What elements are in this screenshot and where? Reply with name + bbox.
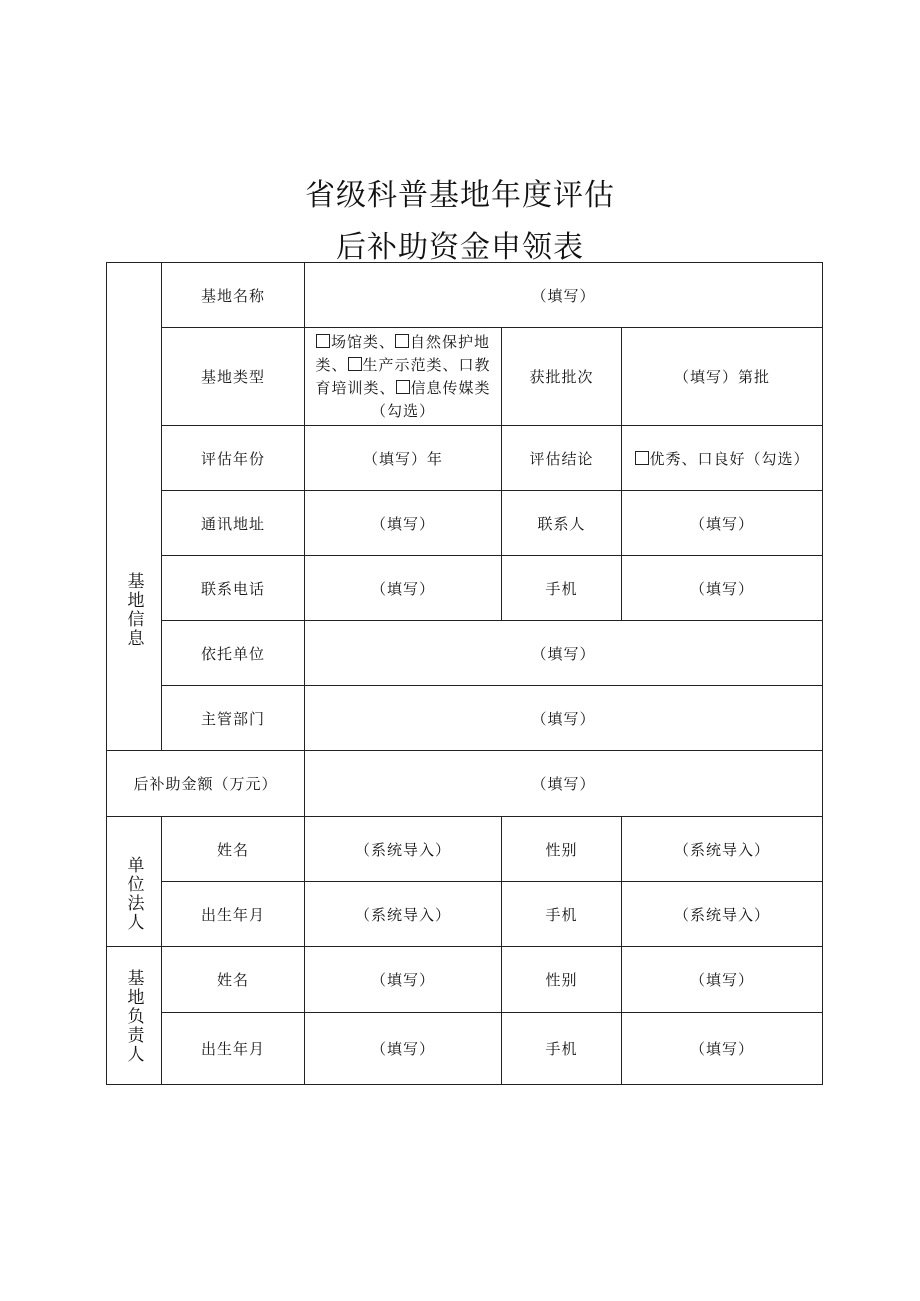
legal-birth-field: （系统导入） <box>305 882 502 947</box>
row-address <box>107 491 823 556</box>
checkbox-production-demo[interactable] <box>348 357 362 371</box>
address-label: 通讯地址 <box>162 491 305 556</box>
section-legal-person-label: 单位法人 <box>123 855 144 932</box>
head-name-label: 姓名 <box>162 947 305 1013</box>
legal-mobile-label: 手机 <box>502 882 622 947</box>
legal-mobile-field: （系统导入） <box>622 882 823 947</box>
form-title-line1: 省级科普基地年度评估 <box>305 178 615 213</box>
section-base-info <box>107 263 162 751</box>
head-gender-label: 性别 <box>502 947 622 1013</box>
eval-conclusion-label: 评估结论 <box>502 426 622 491</box>
row-eval-year <box>107 426 823 491</box>
base-type-options <box>305 328 502 426</box>
head-birth-label: 出生年月 <box>162 1013 305 1085</box>
eval-year-field[interactable]: （填写）年 <box>305 426 502 491</box>
eval-year-label: 评估年份 <box>162 426 305 491</box>
dept-label: 主管部门 <box>162 686 305 751</box>
section-base-head-label: 基地负责人 <box>123 969 144 1064</box>
dept-field[interactable]: （填写） <box>305 686 823 751</box>
row-phone <box>107 556 823 621</box>
row-legal-birth <box>107 882 823 947</box>
base-name-label: 基地名称 <box>162 263 305 328</box>
amount-label: 后补助金额（万元） <box>107 751 305 817</box>
base-type-label: 基地类型 <box>162 328 305 426</box>
head-birth-field[interactable]: （填写） <box>305 1013 502 1085</box>
option-nature-reserve: 自然保护地类、 <box>315 332 491 374</box>
amount-field[interactable]: （填写） <box>305 751 823 817</box>
row-head-birth <box>107 1013 823 1085</box>
phone-label: 联系电话 <box>162 556 305 621</box>
row-base-type <box>107 328 823 426</box>
head-name-field[interactable]: （填写） <box>305 947 502 1013</box>
org-field[interactable]: （填写） <box>305 621 823 686</box>
option-venue: 场馆类、 <box>330 332 395 351</box>
phone-field[interactable]: （填写） <box>305 556 502 621</box>
head-mobile-label: 手机 <box>502 1013 622 1085</box>
legal-gender-label: 性别 <box>502 817 622 882</box>
legal-birth-label: 出生年月 <box>162 882 305 947</box>
form-title-line2: 后补助资金申领表 <box>336 230 584 265</box>
org-label: 依托单位 <box>162 621 305 686</box>
base-type-hint: （勾选） <box>370 401 435 420</box>
row-head-name <box>107 947 823 1013</box>
section-legal-person <box>107 817 162 947</box>
row-base-name <box>107 263 823 328</box>
application-form-table <box>106 262 823 1085</box>
contact-field[interactable]: （填写） <box>622 491 823 556</box>
legal-name-label: 姓名 <box>162 817 305 882</box>
mobile-field[interactable]: （填写） <box>622 556 823 621</box>
batch-label: 获批批次 <box>502 328 622 426</box>
checkbox-venue[interactable] <box>316 334 330 348</box>
address-field[interactable]: （填写） <box>305 491 502 556</box>
row-org <box>107 621 823 686</box>
checkbox-excellent[interactable] <box>635 451 649 465</box>
base-name-field[interactable]: （填写） <box>305 263 823 328</box>
mobile-label: 手机 <box>502 556 622 621</box>
row-legal-name <box>107 817 823 882</box>
section-base-info-label: 基地信息 <box>123 571 144 648</box>
contact-label: 联系人 <box>502 491 622 556</box>
checkbox-nature-reserve[interactable] <box>395 334 409 348</box>
head-mobile-field[interactable]: （填写） <box>622 1013 823 1085</box>
eval-conclusion-options: 优秀、口良好（勾选） <box>649 449 810 468</box>
legal-name-field: （系统导入） <box>305 817 502 882</box>
option-production-education: 生产示范类、口教育培训类、 <box>315 355 491 397</box>
option-info-media: 信息传媒类 <box>410 378 491 397</box>
checkbox-info-media[interactable] <box>396 380 410 394</box>
section-base-head <box>107 947 162 1085</box>
row-dept <box>107 686 823 751</box>
legal-gender-field: （系统导入） <box>622 817 823 882</box>
head-gender-field[interactable]: （填写） <box>622 947 823 1013</box>
batch-field[interactable]: （填写）第批 <box>622 328 823 426</box>
row-amount <box>107 751 823 817</box>
eval-conclusion-field <box>622 426 823 491</box>
